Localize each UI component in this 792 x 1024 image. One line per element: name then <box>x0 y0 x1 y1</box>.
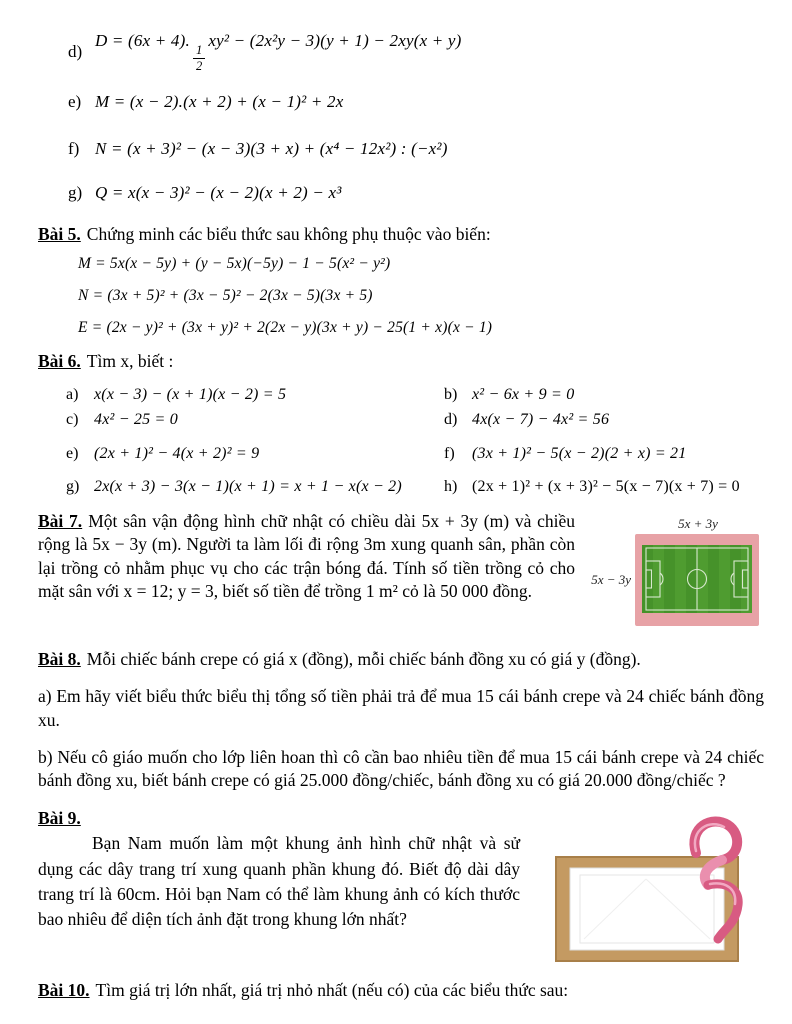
item-label-f2: f) <box>444 445 455 462</box>
bai-8-item-b: b) Nếu cô giáo muốn cho lớp liên hoan thì cô cần bao nhiêu tiền để mua 15 cái bánh crepe và 24 chiếc bánh đồng xu, biết bánh crepe có giá 25.000 đồng/chiếc, bánh đồng xu có giá 20.000 đồng/chiếc ? <box>38 746 764 791</box>
math-line-e <box>68 78 764 126</box>
expr-d-post: xy² − (2x²y − 3)(y + 1) − 2xy(x + y) <box>208 31 462 51</box>
item-label-g: g) <box>68 183 83 202</box>
frame-inner-line <box>580 875 714 943</box>
bai-6-heading <box>38 351 764 372</box>
bai-9-content <box>38 831 764 968</box>
expr-b: x² − 6x + 9 = 0 <box>472 386 575 403</box>
math-line-d <box>68 26 764 78</box>
item-label-b: b) <box>444 386 458 403</box>
bai-6-item-b <box>444 386 764 404</box>
bai-6-grid <box>66 386 764 496</box>
bai-6-item-d <box>444 411 764 429</box>
item-label-d: d) <box>68 42 83 61</box>
bai-7-title: Bài 7. <box>38 511 83 531</box>
expr-d2: 4x(x − 7) − 4x² = 56 <box>472 411 610 428</box>
math-line-f <box>68 126 764 172</box>
expr-h: (2x + 1)² + (x + 3)² − 5(x − 7)(x + 7) = 0 <box>472 478 740 495</box>
bai-8-intro: Mỗi chiếc bánh crepe có giá x (đồng), mỗi chiếc bánh đồng xu có giá y (đồng). <box>86 649 641 669</box>
expr-c: 4x² − 25 = 0 <box>94 411 178 428</box>
fraction-one-half <box>193 43 205 73</box>
bai-8-title: Bài 8. <box>38 649 81 669</box>
bai-7-body: Một sân vận động hình chữ nhật có chiều dài 5x + 3y (m) và chiều rộng là 5x − 3y (m). Người ta làm lối đi rộng 3m xung quanh sân, phần còn lại trồng cỏ nhằm phục vụ cho các trận bóng đá. Tính số tiền trồng cỏ cho mặt sân với x = 12; y = 3, biết số tiền để trồng 1 m² cỏ là 50 000 đồng. <box>38 511 575 601</box>
bai-6-row-4 <box>66 478 764 496</box>
expr-g2: 2x(x + 3) − 3(x − 1)(x + 1) = x + 1 − x(x − 2) <box>94 478 402 495</box>
bai-6-item-e <box>66 445 444 463</box>
field-width-label: 5x − 3y <box>591 572 631 587</box>
item-label-d2: d) <box>444 411 458 428</box>
bai-5-heading <box>38 224 764 245</box>
bai-6-title: Bài 6. <box>38 351 81 371</box>
math-line-g <box>68 172 764 214</box>
football-field-illustration <box>635 534 759 626</box>
bai-9-title: Bài 9. <box>38 808 81 829</box>
bai-6-item-a <box>66 386 444 404</box>
item-label-f: f) <box>68 139 80 158</box>
math-expression-d <box>95 31 462 73</box>
item-label-g2: g) <box>66 478 80 495</box>
expr-d-pre: D = (6x + 4). <box>95 31 190 51</box>
item-label-e2: e) <box>66 445 79 462</box>
bai-6-row-3 <box>66 445 764 463</box>
bai-6-row-2 <box>66 411 764 429</box>
item-label-e: e) <box>68 92 82 111</box>
bai-5-expressions <box>78 255 764 337</box>
section-bai-5 <box>38 224 764 337</box>
expr-e2: (2x + 1)² − 4(x + 2)² = 9 <box>94 445 260 462</box>
math-expression-g: Q = x(x − 3)² − (x − 2)(x + 2) − x³ <box>95 183 342 202</box>
bai-10-heading <box>38 980 764 1001</box>
bai-5-intro: Chứng minh các biểu thức sau không phụ thuộc vào biến: <box>86 224 491 244</box>
bai-9-paragraph: Bạn Nam muốn làm một khung ảnh hình chữ nhật và sử dụng các dây trang trí xung quanh phần khung đó. Biết độ dài dây trang trí là 60cm. Hỏi bạn Nam có thể làm khung ảnh có kích thước bao nhiêu để diện tích ảnh đặt trong khung lớn nhất? <box>38 833 520 930</box>
fraction-numerator: 1 <box>193 43 205 58</box>
section-bai-7 <box>38 510 764 626</box>
fraction-denominator: 2 <box>195 58 203 73</box>
bai-6-item-c <box>66 411 444 429</box>
bai-5-expr-N: N = (3x + 5)² + (3x − 5)² − 2(3x − 5)(3x + 5) <box>78 287 373 304</box>
expr-a: x(x − 3) − (x + 1)(x − 2) = 5 <box>94 386 287 403</box>
item-label-h: h) <box>444 478 458 495</box>
bai-9-figure <box>528 813 764 968</box>
bai-6-item-h <box>444 478 764 496</box>
section-bai-6 <box>38 351 764 496</box>
bai-6-item-g <box>66 478 444 496</box>
section-bai-9 <box>38 808 764 968</box>
section-bai-8 <box>38 648 764 792</box>
field-figure-row <box>581 534 763 626</box>
photo-frame-illustration <box>528 813 764 963</box>
bai-5-expr-E: E = (2x − y)² + (3x + y)² + 2(2x − y)(3x + y) − 25(1 + x)(x − 1) <box>78 319 493 336</box>
bai-5-expr-M: M = 5x(x − 5y) + (y − 5x)(−5y) − 1 − 5(x² − y²) <box>78 255 391 272</box>
bai-6-item-f <box>444 445 764 463</box>
bai-7-paragraph <box>38 510 575 626</box>
bai-8-item-a: a) Em hãy viết biểu thức biểu thị tổng số tiền phải trả để mua 15 cái bánh crepe và 24 chiếc bánh đồng xu. <box>38 686 764 730</box>
field-length-label: 5x + 3y <box>678 516 718 531</box>
bai-10-title: Bài 10. <box>38 980 90 1001</box>
math-expression-e: M = (x − 2).(x + 2) + (x − 1)² + 2x <box>95 92 344 111</box>
exercise-items-d-g <box>68 26 764 214</box>
math-expression-f: N = (x + 3)² − (x − 3)(3 + x) + (x⁴ − 12x²) : (−x²) <box>95 139 448 158</box>
bai-6-row-1 <box>66 386 764 404</box>
expr-f2: (3x + 1)² − 5(x − 2)(2 + x) = 21 <box>472 445 687 462</box>
item-label-a: a) <box>66 386 79 403</box>
bai-8-heading <box>38 648 764 671</box>
bai-6-intro: Tìm x, biết : <box>86 351 174 371</box>
bai-10-body: Tìm giá trị lớn nhất, giá trị nhỏ nhất (nếu có) của các biểu thức sau: <box>95 980 569 1001</box>
bai-5-title: Bài 5. <box>38 224 81 244</box>
bai-7-figure <box>581 510 763 626</box>
item-label-c: c) <box>66 411 79 428</box>
